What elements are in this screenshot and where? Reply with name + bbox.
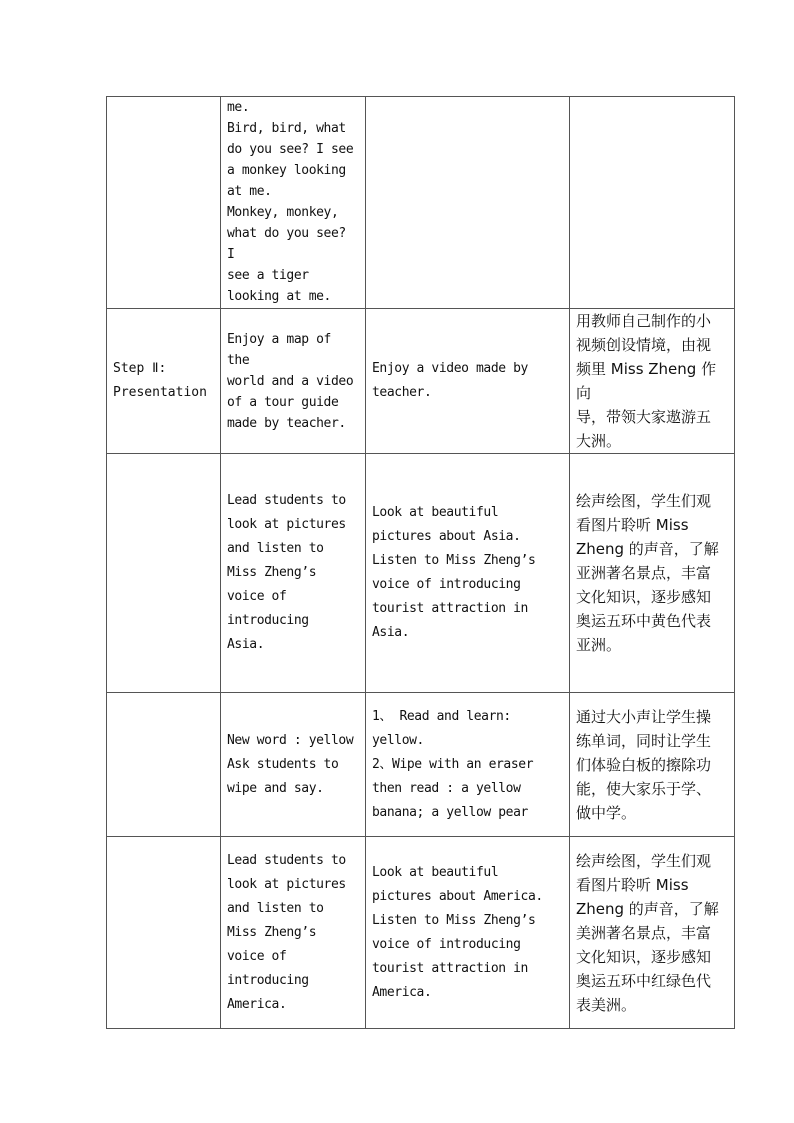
text-line: 亚洲。 bbox=[576, 636, 622, 654]
teacher-activity-cell bbox=[221, 97, 366, 309]
text-line: 1、 Read and learn: bbox=[372, 708, 511, 724]
teacher-activity-cell bbox=[221, 454, 366, 693]
text-line: 文化知识，逐步感知 bbox=[576, 947, 712, 966]
text-line: Miss Zheng’s bbox=[227, 924, 317, 940]
text-line: wipe and say. bbox=[227, 780, 324, 796]
text-line: Enjoy a video made by bbox=[372, 361, 528, 376]
text-line: teacher. bbox=[372, 385, 432, 400]
text-line: 用教师自己制作的小 bbox=[576, 312, 712, 330]
text-line: 们体验白板的擦除功 bbox=[576, 755, 712, 774]
purpose-cell bbox=[570, 693, 735, 837]
text-line: 文化知识，逐步感知 bbox=[576, 588, 712, 606]
text-line: 通过大小声让学生操 bbox=[576, 707, 712, 726]
text-line: 亚洲著名景点，丰富 bbox=[576, 564, 712, 582]
text-line: introducing bbox=[227, 972, 309, 988]
text-line: 导，带领大家遨游五 bbox=[576, 408, 712, 426]
text-line: then read : a yellow bbox=[372, 780, 521, 796]
text-line: me. bbox=[227, 100, 250, 115]
student-activity-cell bbox=[366, 97, 570, 309]
text-line: 奥运五环中红绿色代 bbox=[576, 971, 712, 990]
text-line: pictures about America. bbox=[372, 888, 543, 904]
text-line: introducing bbox=[227, 613, 309, 628]
text-line: voice of bbox=[227, 589, 287, 604]
text-line: of a tour guide bbox=[227, 394, 339, 410]
table-row bbox=[107, 97, 735, 309]
lesson-plan-table bbox=[106, 96, 735, 1029]
table-row bbox=[107, 837, 735, 1029]
text-line: at me. bbox=[227, 184, 272, 199]
table-row bbox=[107, 693, 735, 837]
purpose-cell bbox=[570, 837, 735, 1029]
text-line: world and a video bbox=[227, 373, 354, 389]
step-cell bbox=[107, 454, 221, 693]
text-line: see a tiger bbox=[227, 268, 309, 283]
text-line: 做中学。 bbox=[576, 803, 637, 822]
text-line: 能，使大家乐于学、 bbox=[576, 779, 712, 798]
text-line: 绘声绘图，学生们观 bbox=[576, 492, 712, 510]
step-cell bbox=[107, 693, 221, 837]
text-line: 看图片聆听 Miss bbox=[576, 516, 689, 534]
text-line: Zheng 的声音，了解 bbox=[576, 899, 719, 918]
text-line: 看图片聆听 Miss bbox=[576, 875, 689, 894]
text-line: Step Ⅱ: bbox=[113, 361, 167, 376]
text-line: Listen to Miss Zheng’s bbox=[372, 912, 536, 928]
text-line: tourist attraction in bbox=[372, 960, 528, 976]
text-line: America. bbox=[372, 984, 432, 1000]
text-line: Listen to Miss Zheng’s bbox=[372, 553, 536, 568]
text-line: and listen to bbox=[227, 900, 324, 916]
text-line: 练单词，同时让学生 bbox=[576, 731, 712, 750]
teacher-activity-cell bbox=[221, 309, 366, 454]
student-activity-cell bbox=[366, 693, 570, 837]
text-line: Asia. bbox=[372, 625, 410, 640]
text-line: 2、Wipe with an eraser bbox=[372, 756, 534, 772]
text-line: 奥运五环中黄色代表 bbox=[576, 612, 712, 630]
text-line: Zheng 的声音，了解 bbox=[576, 540, 719, 558]
text-line: America. bbox=[227, 996, 287, 1012]
text-line: and listen to bbox=[227, 541, 324, 556]
text-line: 绘声绘图，学生们观 bbox=[576, 851, 712, 870]
text-line: Ask students to bbox=[227, 756, 339, 772]
text-line: Miss Zheng’s bbox=[227, 565, 317, 580]
purpose-cell bbox=[570, 309, 735, 454]
table-row bbox=[107, 309, 735, 454]
text-line: do you see? I see bbox=[227, 142, 354, 157]
student-activity-cell bbox=[366, 309, 570, 454]
purpose-cell bbox=[570, 97, 735, 309]
text-line: Asia. bbox=[227, 637, 265, 652]
text-line: Enjoy a map of the bbox=[227, 331, 339, 368]
text-line: voice of introducing bbox=[372, 577, 521, 592]
text-line: Monkey, monkey, bbox=[227, 205, 339, 220]
text-line: looking at me. bbox=[227, 289, 331, 304]
text-line: 表美洲。 bbox=[576, 995, 637, 1014]
text-line: Lead students to bbox=[227, 493, 346, 508]
text-line: banana; a yellow pear bbox=[372, 804, 528, 820]
student-activity-cell bbox=[366, 837, 570, 1029]
text-line: tourist attraction in bbox=[372, 601, 528, 616]
teacher-activity-cell bbox=[221, 837, 366, 1029]
text-line: Look at beautiful bbox=[372, 505, 499, 520]
step-cell bbox=[107, 309, 221, 454]
text-line: 大洲。 bbox=[576, 432, 622, 450]
text-line: look at pictures bbox=[227, 876, 346, 892]
text-line: New word : yellow bbox=[227, 732, 354, 748]
text-line: what do you see? I bbox=[227, 226, 354, 262]
text-line: Lead students to bbox=[227, 852, 346, 868]
text-line: made by teacher. bbox=[227, 415, 346, 431]
purpose-cell bbox=[570, 454, 735, 693]
text-line: Presentation bbox=[113, 385, 207, 400]
step-cell bbox=[107, 837, 221, 1029]
text-line: 频里 Miss Zheng 作向 bbox=[576, 360, 717, 402]
text-line: voice of introducing bbox=[372, 936, 521, 952]
teacher-activity-cell bbox=[221, 693, 366, 837]
text-line: Bird, bird, what bbox=[227, 121, 346, 136]
text-line: a monkey looking bbox=[227, 163, 346, 178]
text-line: voice of bbox=[227, 948, 287, 964]
step-cell bbox=[107, 97, 221, 309]
student-activity-cell bbox=[366, 454, 570, 693]
text-line: yellow. bbox=[372, 732, 424, 748]
text-line: look at pictures bbox=[227, 517, 346, 532]
text-line: 视频创设情境，由视 bbox=[576, 336, 712, 354]
text-line: Look at beautiful bbox=[372, 864, 499, 880]
table-row bbox=[107, 454, 735, 693]
text-line: pictures about Asia. bbox=[372, 529, 521, 544]
text-line: 美洲著名景点，丰富 bbox=[576, 923, 712, 942]
